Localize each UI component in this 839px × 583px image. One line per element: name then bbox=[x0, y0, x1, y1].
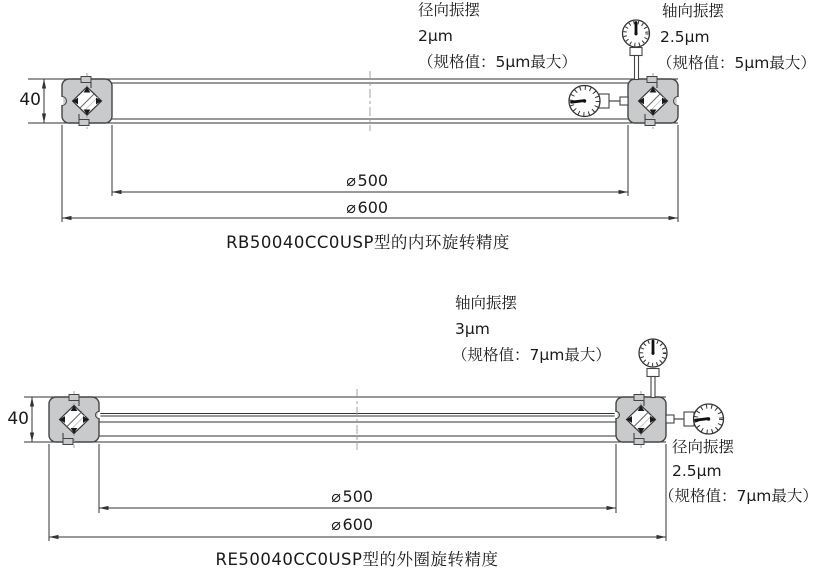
re-radial-dial-indicator-icon bbox=[666, 404, 724, 434]
re-bearing-section-right bbox=[616, 391, 666, 448]
rb-axial-runout-title: 轴向振摆 bbox=[662, 2, 725, 20]
rb-diagram-caption: RB50040CC0USP型的内环旋转精度 bbox=[226, 233, 510, 252]
rb-axial-runout-value: 2.5μm bbox=[660, 28, 710, 46]
rb-radial-runout-spec: （规格值：5μm最大） bbox=[418, 53, 577, 71]
diameter-symbol: ⌀ bbox=[345, 171, 356, 190]
diameter-value: 600 bbox=[357, 198, 389, 217]
diameter-value: 500 bbox=[342, 487, 374, 506]
diameter-symbol: ⌀ bbox=[330, 487, 341, 506]
rb-bearing-section-right bbox=[628, 73, 678, 129]
re-radial-runout-spec: （规格值：7μm最大） bbox=[659, 487, 818, 505]
re-inner-diameter-label bbox=[292, 488, 412, 506]
re-axial-runout-spec: （规格值：7μm最大） bbox=[452, 346, 611, 364]
re-radial-runout-value: 2.5μm bbox=[672, 462, 722, 480]
re-ring-band bbox=[49, 389, 666, 450]
re-outer-diameter-label bbox=[292, 516, 412, 534]
re-diagram-caption: RE50040CC0USP型的外圈旋转精度 bbox=[215, 550, 499, 569]
rb-axial-runout-spec: （规格值：5μm最大） bbox=[657, 54, 816, 72]
diameter-value: 500 bbox=[357, 171, 389, 190]
rb-outer-diameter-label bbox=[307, 199, 427, 217]
re-diagram bbox=[24, 339, 724, 541]
rb-radial-dial-indicator-icon bbox=[569, 86, 628, 117]
re-axial-runout-title: 轴向振摆 bbox=[455, 294, 518, 312]
diameter-symbol: ⌀ bbox=[330, 515, 341, 534]
re-axial-runout-value: 3μm bbox=[455, 320, 490, 338]
rb-radial-runout-title: 径向振摆 bbox=[418, 1, 481, 19]
rb-width-dimension-label: 40 bbox=[19, 90, 41, 110]
rb-inner-diameter-label bbox=[307, 172, 427, 190]
re-radial-runout-title: 径向振摆 bbox=[672, 438, 735, 456]
re-bearing-section-left bbox=[49, 391, 99, 448]
diameter-symbol: ⌀ bbox=[345, 198, 356, 217]
rb-axial-dial-indicator-icon bbox=[623, 20, 650, 80]
diameter-value: 600 bbox=[342, 515, 374, 534]
re-axial-dial-indicator-icon bbox=[639, 339, 667, 398]
rb-bearing-section-left bbox=[62, 73, 112, 129]
re-width-dimension-label: 40 bbox=[7, 409, 29, 429]
rb-radial-runout-value: 2μm bbox=[418, 27, 453, 45]
rb-diagram bbox=[28, 20, 678, 222]
